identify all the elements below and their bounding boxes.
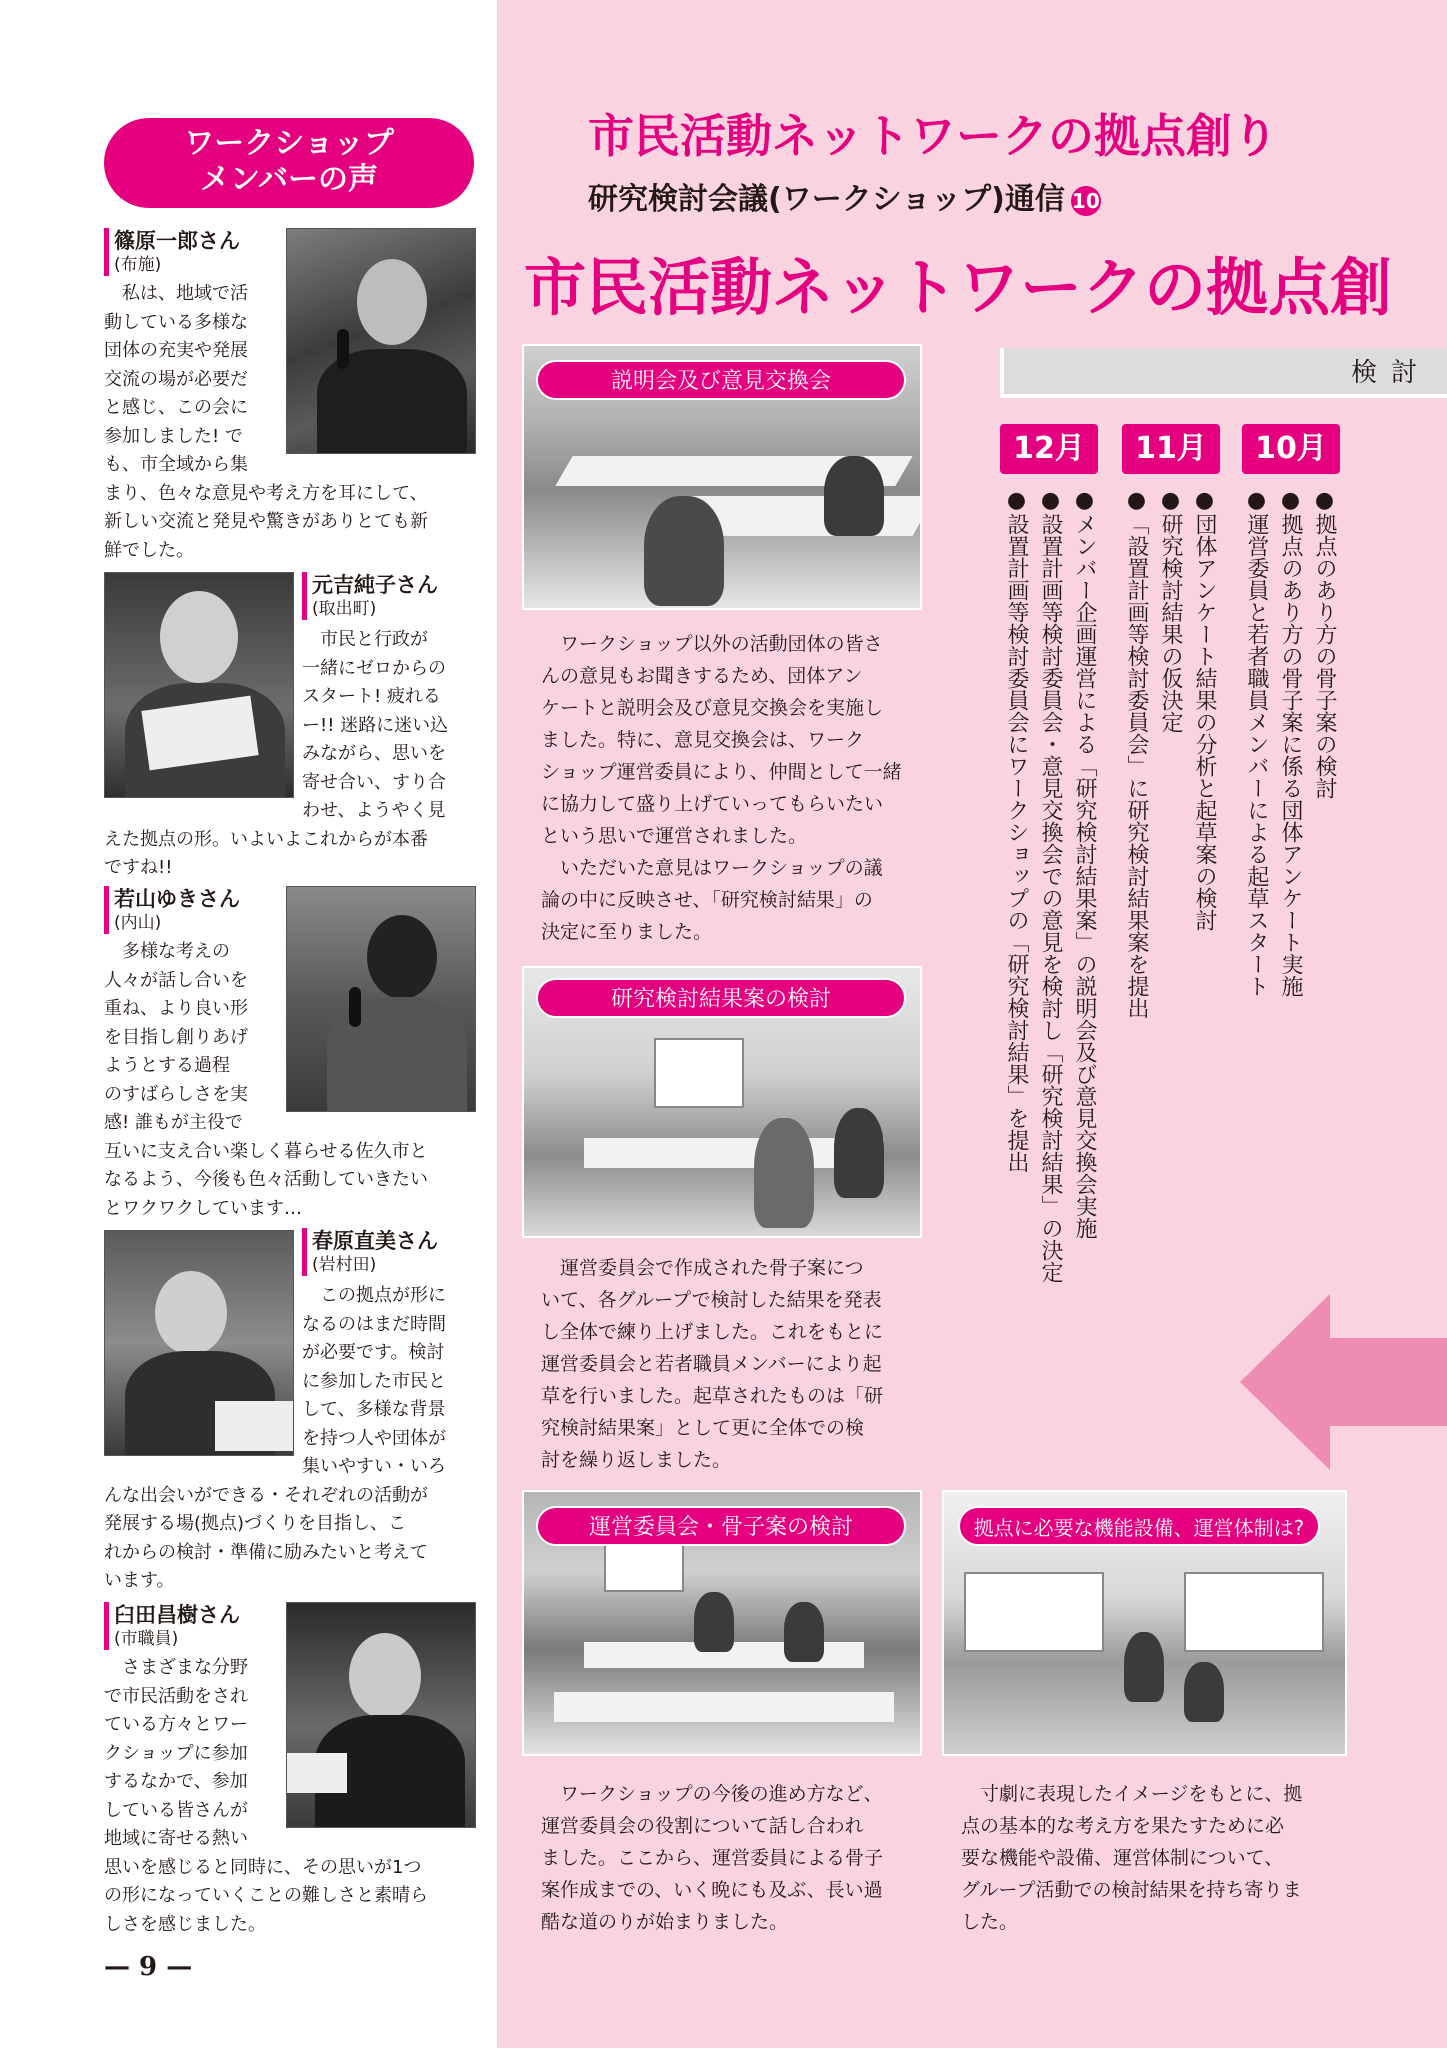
member-5-text <box>104 1654 480 1939</box>
text-line: で市民活動をされ <box>104 1685 248 1707</box>
text-line: 多様な考えの <box>122 941 230 962</box>
member-name: 元吉純子さん <box>302 572 478 598</box>
big-title: 市民活動ネットワークの拠点創 <box>524 251 1393 324</box>
text-line: 運営委員会で作成された骨子案につ <box>560 1257 864 1279</box>
text-line: 寄せ合い、すり合 <box>302 771 446 793</box>
text-line: して、多様な背景 <box>302 1399 446 1420</box>
text-line: ワークショップ以外の活動団体の皆さ <box>560 633 883 655</box>
text-line: います。 <box>104 1570 175 1591</box>
section-text <box>942 1778 1347 1938</box>
text-line: わせ、ようやく見 <box>302 800 446 821</box>
text-line: なるのはまだ時間 <box>302 1313 446 1335</box>
text-line: 地域に寄せる熱い <box>104 1828 248 1849</box>
text-line: ている方々とワー <box>104 1714 248 1735</box>
text-line: を持つ人や団体が <box>302 1427 446 1449</box>
text-line: という思いで運営されました。 <box>541 825 808 847</box>
page-number: — 9 — <box>104 1952 193 1982</box>
arrow-left-icon <box>1240 1294 1447 1470</box>
text-line: さまざまな分野 <box>122 1657 248 1678</box>
member-area: (取出町) <box>302 598 478 620</box>
member-area: (市職員) <box>104 1628 280 1650</box>
text-line: 集いやすい・いろ <box>302 1456 446 1477</box>
text-line: のすばらしさを実 <box>104 1083 248 1105</box>
month-label: 10月 <box>1242 424 1340 474</box>
timeline-item: ●設置計画等検討委員会にワークショップの「研究検討結果」を提出 <box>1004 488 1029 1173</box>
review-bar: 検討 <box>1000 348 1447 398</box>
text-line: 新しい交流と発見や驚きがありとても新 <box>104 511 428 532</box>
text-line: いて、各グループで検討した結果を発表 <box>541 1289 882 1311</box>
text-line: するなかで、参加 <box>104 1771 248 1792</box>
text-line: している皆さんが <box>104 1799 248 1821</box>
text-line: 酷な道のりが始まりました。 <box>541 1911 789 1933</box>
text-line: いただいた意見はワークショップの議 <box>560 857 883 879</box>
text-line: 市民と行政が <box>320 629 428 650</box>
text-line: 動している多様な <box>104 311 248 333</box>
text-line: 論の中に反映させ、「研究検討結果」の <box>541 889 873 911</box>
member-name: 篠原一郎さん <box>104 228 280 254</box>
text-line: 運営委員会の役割について話し合われ <box>541 1815 864 1837</box>
member-name: 春原直美さん <box>302 1228 478 1254</box>
member-area: (岩村田) <box>302 1254 478 1276</box>
text-line: も、市全域から集 <box>104 454 248 475</box>
member-2 <box>302 572 478 620</box>
text-line: グループ活動での検討結果を持ち寄りま <box>961 1879 1302 1901</box>
text-line: ケートと説明会及び意見交換会を実施し <box>541 697 884 719</box>
text-line: 討を繰り返しました。 <box>541 1449 732 1471</box>
text-line: 参加しました! で <box>104 425 243 447</box>
text-line: しさを感じました。 <box>104 1913 266 1935</box>
member-4-text <box>104 1282 480 1596</box>
text-line: 寸劇に表現したイメージをもとに、拠 <box>980 1783 1303 1805</box>
text-line: した。 <box>961 1911 1019 1933</box>
section-label: 説明会及び意見交換会 <box>536 360 906 400</box>
text-line: の形になっていくことの難しさと素晴ら <box>104 1885 428 1906</box>
text-line: 人々が話し合いを <box>104 969 248 991</box>
text-line: 団体の充実や発展 <box>104 340 248 361</box>
text-line: ですね!! <box>104 857 173 878</box>
text-line: ようとする過程 <box>104 1055 230 1076</box>
issue-number: 10 <box>1071 186 1101 216</box>
member-3 <box>104 886 280 934</box>
text-line: 究検討結果案」として更に全体での検 <box>541 1417 865 1439</box>
text-line: スタート! 疲れる <box>302 686 441 707</box>
timeline-item: ●拠点のあり方の骨子案に係る団体アンケート実施 <box>1278 488 1303 997</box>
text-line: と感じ、この会に <box>104 397 248 418</box>
text-line: 要な機能や設備、運営体制について、 <box>961 1847 1284 1869</box>
timeline-item: ●メンバー企画運営による「研究検討結果案」の説明会及び意見交換会実施 <box>1072 488 1097 1239</box>
text-line: 交流の場が必要だ <box>104 368 248 390</box>
month-label: 12月 <box>1000 424 1098 474</box>
text-line: ました。特に、意見交換会は、ワーク <box>541 729 865 751</box>
text-line: 私は、地域で活 <box>122 283 248 304</box>
member-3-text <box>104 938 480 1223</box>
section-text <box>522 628 922 948</box>
text-line: 重ね、より良い形 <box>104 998 248 1019</box>
voices-header <box>104 118 474 208</box>
member-area: (内山) <box>104 912 280 934</box>
text-line: 案作成までの、いく晩にも及ぶ、長い過 <box>541 1879 883 1901</box>
member-area: (布施) <box>104 254 280 276</box>
text-line: ワークショップの今後の進め方など、 <box>560 1783 883 1805</box>
text-line: なるよう、今後も色々活動していきたい <box>104 1169 428 1190</box>
timeline-item: ●運営委員と若者職員メンバーによる起草スタート <box>1244 488 1269 997</box>
text-line: とワクワクしています… <box>104 1197 302 1219</box>
section-text <box>522 1252 922 1476</box>
member-1-text <box>104 280 480 565</box>
member-1 <box>104 228 280 276</box>
member-2-text <box>104 626 480 883</box>
member-5 <box>104 1602 280 1650</box>
text-line: に協力して盛り上げていってもらいたい <box>541 793 884 815</box>
member-name: 臼田昌樹さん <box>104 1602 280 1628</box>
text-line: 運営委員会と若者職員メンバーにより起 <box>541 1353 882 1375</box>
text-line: んの意見もお聞きするため、団体アン <box>541 665 863 687</box>
section-label: 研究検討結果案の検討 <box>536 978 906 1018</box>
text-line: 思いを感じると同時に、その思いが1つ <box>104 1856 422 1878</box>
text-line: 互いに支え合い楽しく暮らせる佐久市と <box>104 1140 428 1162</box>
member-name: 若山ゆきさん <box>104 886 280 912</box>
text-line: クショップに参加 <box>104 1742 248 1764</box>
text-line: を目指し創りあげ <box>104 1026 248 1048</box>
text-line: んな出会いができる・それぞれの活動が <box>104 1484 428 1506</box>
timeline-item: ●団体アンケート結果の分析と起草案の検討 <box>1192 488 1217 931</box>
subtitle-text: 研究検討会議(ワークショップ)通信 <box>588 182 1065 217</box>
section-text <box>522 1778 922 1938</box>
main-title: 市民活動ネットワークの拠点創り <box>588 109 1278 163</box>
text-line: 一緒にゼロからの <box>302 657 446 679</box>
text-line: し全体で練り上げました。これをもとに <box>541 1321 884 1343</box>
section-label: 運営委員会・骨子案の検討 <box>536 1506 906 1546</box>
text-line: 鮮でした。 <box>104 539 194 561</box>
section-label: 拠点に必要な機能設備、運営体制は? <box>958 1506 1320 1546</box>
text-line: ショップ運営委員により、仲間として一緒 <box>541 761 902 783</box>
text-line: 草を行いました。起草されたものは「研 <box>541 1385 884 1407</box>
timeline-item: ●拠点のあり方の骨子案の検討 <box>1312 488 1337 799</box>
voices-header-line2: メンバーの声 <box>200 162 378 197</box>
subtitle <box>588 180 1101 220</box>
text-line: えた拠点の形。いよいよこれからが本番 <box>104 828 428 850</box>
member-4 <box>302 1228 478 1276</box>
text-line: ました。ここから、運営委員による骨子 <box>541 1847 884 1869</box>
text-line: 発展する場(拠点)づくりを目指し、こ <box>104 1513 407 1534</box>
text-line: 決定に至りました。 <box>541 921 713 943</box>
timeline-item: ●研究検討結果の仮決定 <box>1158 488 1183 733</box>
text-line: まり、色々な意見や考え方を耳にして、 <box>104 482 428 504</box>
text-line: れからの検討・準備に励みたいと考えて <box>104 1541 428 1563</box>
voices-header-line1: ワークショップ <box>184 126 394 161</box>
text-line: この拠点が形に <box>320 1285 446 1306</box>
timeline-item: ●「設置計画等検討委員会」に研究検討結果案を提出 <box>1124 488 1149 1019</box>
text-line: に参加した市民と <box>302 1370 446 1392</box>
month-label: 11月 <box>1122 424 1220 474</box>
text-line: 感! 誰もが主役で <box>104 1112 243 1133</box>
text-line: ー!! 迷路に迷い込 <box>302 714 449 736</box>
text-line: みながら、思いを <box>302 743 446 764</box>
timeline-item: ●設置計画等検討委員会・意見交換会での意見を検討し「研究検討結果」の決定 <box>1038 488 1063 1283</box>
text-line: 点の基本的な考え方を果たすために必 <box>961 1815 1285 1837</box>
text-line: が必要です。検討 <box>302 1342 445 1363</box>
